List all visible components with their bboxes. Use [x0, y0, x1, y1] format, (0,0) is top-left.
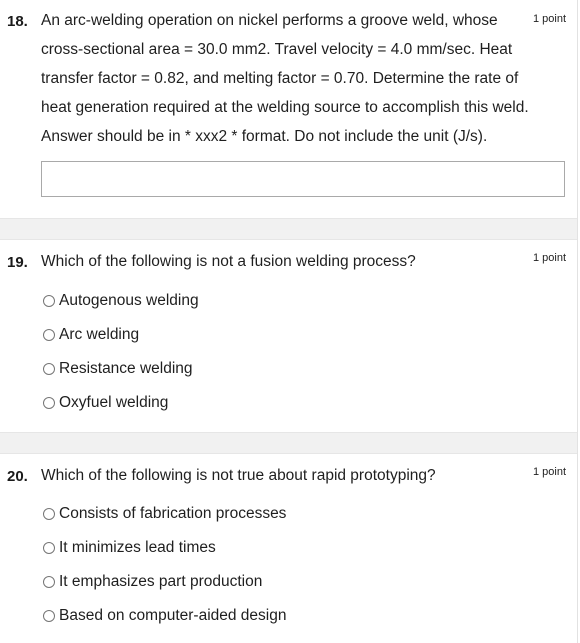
points-label: 1 point [532, 252, 566, 264]
radio-button[interactable] [43, 576, 55, 588]
answer-input[interactable] [41, 161, 565, 197]
section-divider [0, 218, 577, 240]
radio-group [43, 497, 286, 633]
question-number: 20. [7, 468, 28, 485]
radio-button[interactable] [43, 295, 55, 307]
option-computer-aided-design[interactable] [43, 599, 286, 633]
option-fabrication-processes[interactable] [43, 497, 286, 531]
radio-button[interactable] [43, 397, 55, 409]
question-19 [0, 240, 577, 432]
radio-group [43, 284, 199, 420]
option-resistance-welding[interactable] [43, 352, 199, 386]
points-label: 1 point [532, 13, 566, 25]
section-divider [0, 432, 577, 454]
option-label: Resistance welding [59, 360, 193, 377]
radio-button[interactable] [43, 610, 55, 622]
radio-button[interactable] [43, 329, 55, 341]
option-label: Consists of fabrication processes [59, 505, 287, 522]
radio-button[interactable] [43, 508, 55, 520]
option-label: Oxyfuel welding [59, 394, 169, 411]
option-label: It minimizes lead times [59, 539, 216, 556]
option-autogenous-welding[interactable] [43, 284, 199, 318]
question-text: Which of the following is not a fusion welding process? [41, 253, 416, 270]
radio-button[interactable] [43, 542, 55, 554]
question-text: Which of the following is not true about rapid prototyping? [41, 467, 436, 484]
question-18 [0, 0, 577, 218]
option-minimizes-lead-times[interactable] [43, 531, 286, 565]
option-label: Arc welding [59, 326, 140, 343]
option-label: Based on computer-aided design [59, 607, 287, 624]
question-number: 18. [7, 13, 28, 30]
option-oxyfuel-welding[interactable] [43, 386, 199, 420]
option-emphasizes-part-production[interactable] [43, 565, 286, 599]
question-20 [0, 454, 577, 643]
option-arc-welding[interactable] [43, 318, 199, 352]
option-label: It emphasizes part production [59, 573, 263, 590]
question-number: 19. [7, 254, 28, 271]
points-label: 1 point [532, 466, 566, 478]
question-text: An arc-welding operation on nickel performs a groove weld, whose cross-sectional area = 30.0 mm2. Travel velocity = 4.0 mm/sec. Heat transfer factor = 0.82, and melting factor = 0.70. Determine the rate of heat generation required at the welding source to accomplish this weld. Answer should be in * xxx2 * format. Do not include the unit (J/s). [41, 12, 529, 145]
radio-button[interactable] [43, 363, 55, 375]
option-label: Autogenous welding [59, 292, 199, 309]
